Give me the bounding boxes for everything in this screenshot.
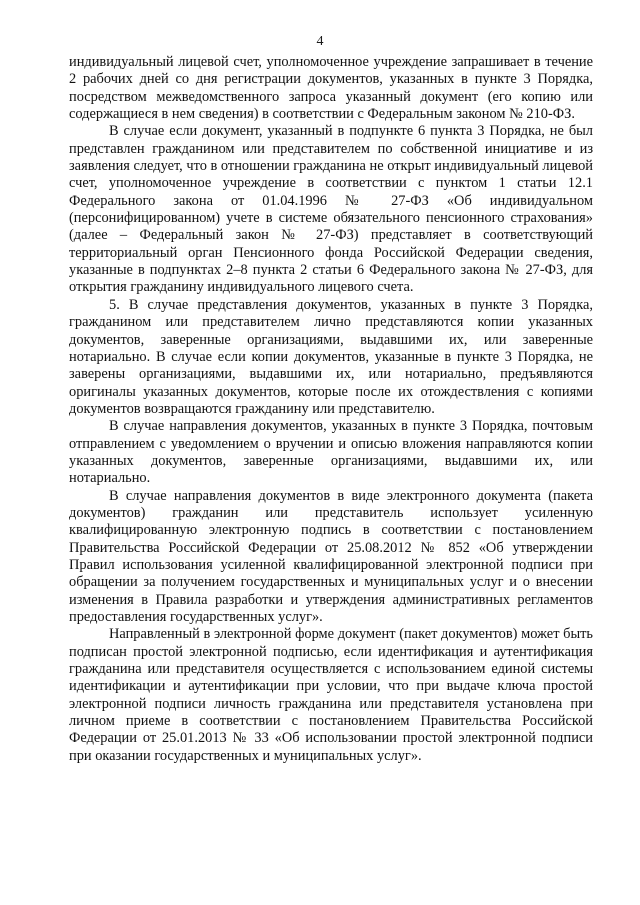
paragraph-postal-submission: В случае направления документов, указанных в пункте 3 Порядка, почтовым отправлением с уведомлением о вручении и описью вложения направляются копии указанных документов, заверенные организациями, выдавшими их, или нотариально. [69, 418, 593, 487]
paragraph-electronic-submission: В случае направления документов в виде электронного документа (пакета документов) гражданин или представитель использует усиленную квалифицированную электронную подпись в соответствии с постановлением Правительства Российской Федерации от 25.08.2012 № 852 «Об утверждении Правил использования усиленной квалифицированной электронной подписи при обращении за получением государственных и муниципальных услуг и о внесении изменения в Правила разработки и утверждения административных регламентов предоставления государственных услуг». [69, 487, 593, 625]
document-body [69, 54, 593, 765]
paragraph-continuation: индивидуальный лицевой счет, уполномоченное учреждение запрашивает в течение 2 рабочих дней со дня регистрации документов, указанных в пункте 3 Порядка, посредством межведомственного запроса указанный документ (его копию или содержащиеся в нем сведения) в соответствии с Федеральным законом № 210-ФЗ. [69, 54, 593, 123]
paragraph-item-5: 5. В случае представления документов, указанных в пункте 3 Порядка, гражданином или представителем лично представляются копии указанных документов, заверенные организациями, выдавшими их, или заверенные нотариально. В случае если копии документов, указанные в пункте 3 Порядка, не заверены организациями, выдавшими их, или нотариально, предъявляются оригиналы указанных документов, которые после их отождествления с копиями документов возвращаются гражданину или представителю. [69, 296, 593, 417]
paragraph-simple-signature: Направленный в электронной форме документ (пакет документов) может быть подписан простой электронной подписью, если идентификация и аутентификация гражданина или представителя осуществляется с использованием единой системы идентификации и аутентификации при условии, что при выдаче ключа простой электронной подписи личность гражданина или представителя установлена при личном приеме в соответствии с постановлением Правительства Российской Федерации от 25.01.2013 № 33 «Об использовании простой электронной подписи при оказании государственных и муниципальных услуг». [69, 626, 593, 764]
paragraph-personal-account: В случае если документ, указанный в подпункте 6 пункта 3 Порядка, не был представлен гражданином или представителем по собственной инициативе и из заявления следует, что в отношении гражданина не открыт индивидуальный лицевой счет, уполномоченное учреждение в соответствии с пунктом 1 статьи 12.1 Федерального закона от 01.04.1996 № 27-ФЗ «Об индивидуальном (персонифицированном) учете в системе обязательного пенсионного страхования» (далее – Федеральный закон № 27-ФЗ) представляет в соответствующий территориальный орган Пенсионного фонда Российской Федерации сведения, указанные в подпунктах 2–8 пункта 2 статьи 6 Федерального закона № 27-ФЗ, для открытия гражданину индивидуального лицевого счета. [69, 123, 593, 296]
page-number: 4 [316, 34, 324, 49]
